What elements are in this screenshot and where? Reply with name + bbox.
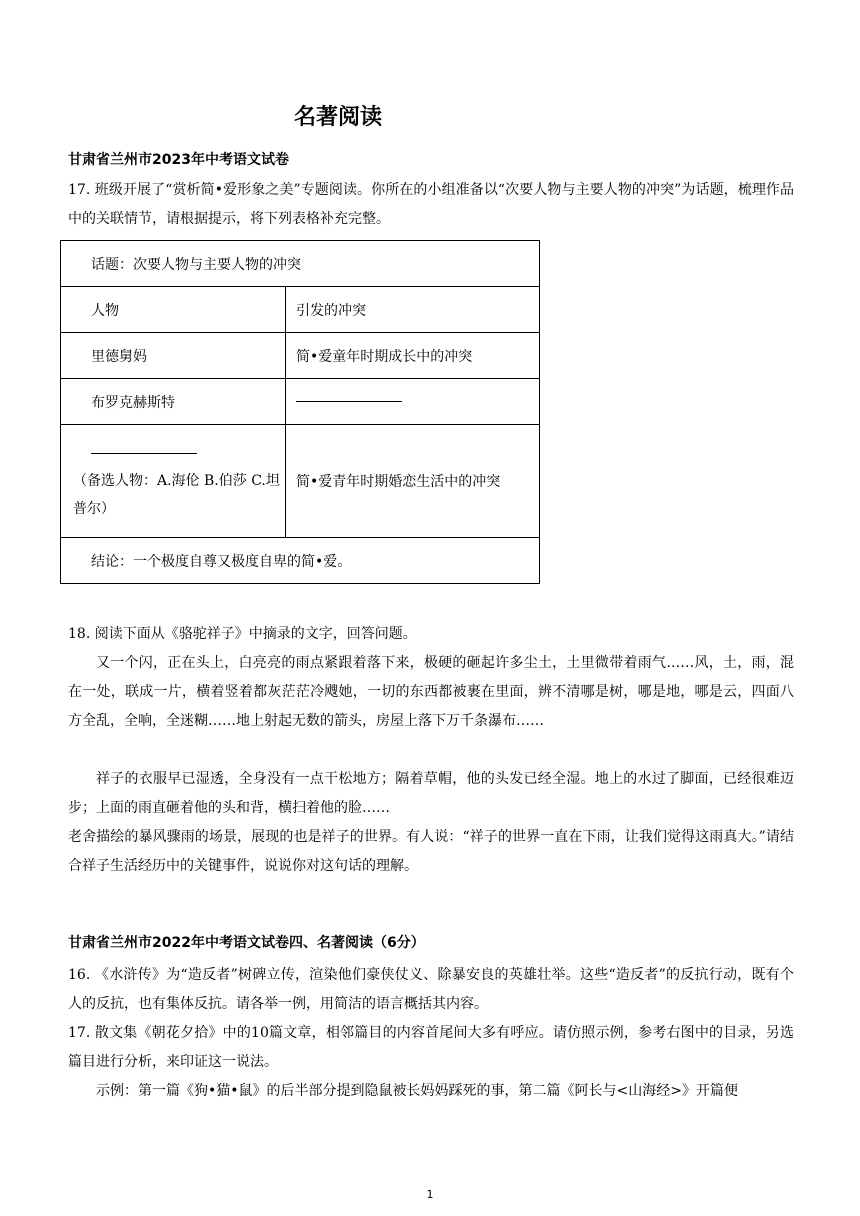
table-header-person: 人物 xyxy=(61,287,286,333)
section-heading-2022: 甘肃省兰州市2022年中考语文试卷四、名著阅读（6分） xyxy=(68,935,425,951)
table-topic: 话题：次要人物与主要人物的冲突 xyxy=(61,241,540,287)
excerpt-paragraph-1: 又一个闪，正在头上，白亮亮的雨点紧跟着落下来，极硬的砸起许多尘土，土里微带着雨气……风，土，雨，混在一处，联成一片，横着竖着都灰茫茫冷飕她，一切的东西都被裹在里面，辨不清哪是树，哪是地，哪是云，四面八方全乱，全响，全迷糊……地上射起无数的箭头，房屋上落下万千条瀑布…… xyxy=(68,655,794,729)
table-cell-conflict-1: 简•爱童年时期成长中的冲突 xyxy=(286,333,540,379)
answer-blank[interactable] xyxy=(296,401,402,402)
question-17-2023: 17. 班级开展了“赏析简•爱形象之美”专题阅读。你所在的小组准备以“次要人物与主要人物的冲突”为话题，梳理作品中的关联情节，请根据提示，将下列表格补充完整。 xyxy=(68,182,794,227)
table-cell-conflict-2[interactable] xyxy=(286,379,540,425)
question-18: 18. 阅读下面从《骆驼祥子》中摘录的文字，回答问题。 xyxy=(68,626,417,642)
candidate-options: （备选人物：A.海伦 B.伯莎 C.坦普尔） xyxy=(73,473,280,517)
table-conclusion: 结论：一个极度自尊又极度自卑的简•爱。 xyxy=(61,538,540,584)
excerpt-paragraph-2: 祥子的衣服早已湿透，全身没有一点干松地方；隔着草帽，他的头发已经全湿。地上的水过了脚面，已经很难迈步；上面的雨直砸着他的头和背，横扫着他的脸…… xyxy=(68,771,794,816)
page-title: 名著阅读 xyxy=(293,105,382,130)
answer-blank-line[interactable] xyxy=(73,439,285,467)
example-text: 示例：第一篇《狗•猫•鼠》的后半部分提到隐鼠被长妈妈踩死的事，第二篇《阿长与<山海经>》开篇便 xyxy=(96,1083,738,1099)
table-cell-person-3 xyxy=(61,425,286,538)
table-cell-conflict-3: 简•爱青年时期婚恋生活中的冲突 xyxy=(286,425,540,538)
table-cell-person-2: 布罗克赫斯特 xyxy=(61,379,286,425)
table-cell-person-1: 里德舅妈 xyxy=(61,333,286,379)
page-number: 1 xyxy=(426,1188,434,1201)
table-header-conflict: 引发的冲突 xyxy=(286,287,540,333)
question-18-prompt: 老舍描绘的暴风骤雨的场景，展现的也是祥子的世界。有人说：“祥子的世界一直在下雨，让我们觉得这雨真大。”请结合祥子生活经历中的关键事件，说说你对这句话的理解。 xyxy=(68,829,794,874)
conflict-table xyxy=(60,240,540,584)
question-17-2022: 17. 散文集《朝花夕拾》中的10篇文章，相邻篇目的内容首尾间大多有呼应。请仿照示例，参考右图中的目录，另选篇目进行分析，来印证这一说法。 xyxy=(68,1025,794,1070)
section-heading-2023: 甘肃省兰州市2023年中考语文试卷 xyxy=(68,152,289,168)
question-16-2022: 16. 《水浒传》为“造反者”树碑立传，渲染他们豪侠仗义、除暴安良的英雄壮举。这些“造反者”的反抗行动，既有个人的反抗，也有集体反抗。请各举一例，用简洁的语言概括其内容。 xyxy=(68,967,794,1012)
